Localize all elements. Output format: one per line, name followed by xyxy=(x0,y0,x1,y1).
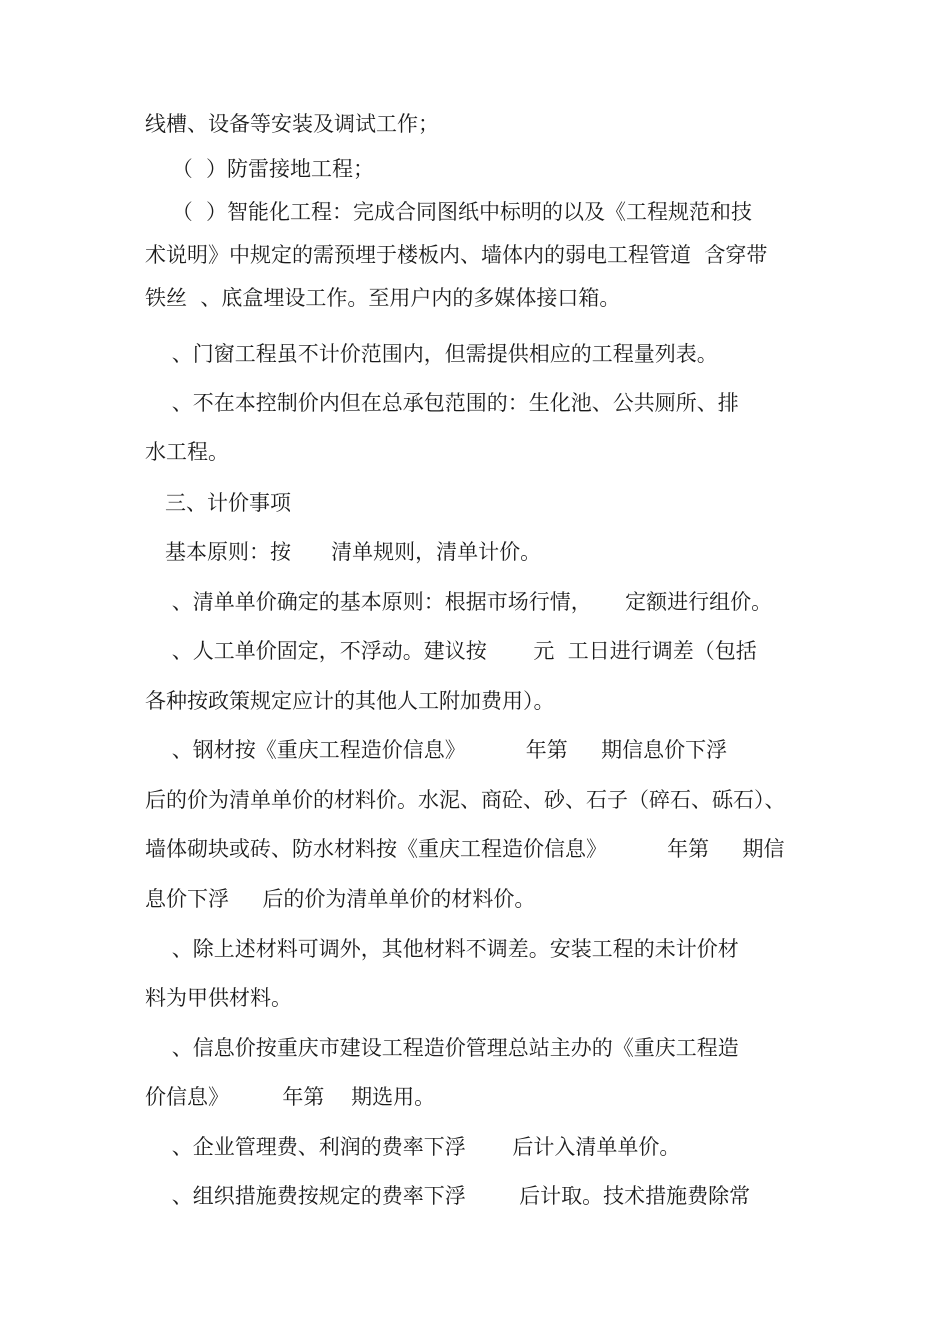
text-line-3: （ ）智能化工程：完成合同图纸中标明的以及《工程规范和技 xyxy=(145,200,753,224)
text-line-22: 、企业管理费、利润的费率下浮 后计入清单单价。 xyxy=(145,1135,681,1159)
text-line-7: 、不在本控制价内但在总承包范围的：生化池、公共厕所、排 xyxy=(145,391,739,415)
text-line-13: 各种按政策规定应计的其他人工附加费用）。 xyxy=(145,689,555,713)
section-heading-pricing: 三、计价事项 xyxy=(145,491,292,515)
text-line-8: 水工程。 xyxy=(145,440,229,464)
text-line-16: 墙体砌块或砖、防水材料按《重庆工程造价信息》 年第 期信 xyxy=(145,837,785,861)
text-line-5: 铁丝 、底盒埋设工作。至用户内的多媒体接口箱。 xyxy=(145,286,621,310)
text-line-11: 、清单单价确定的基本原则：根据市场行情， 定额进行组价。 xyxy=(145,590,773,614)
text-line-4: 术说明》中规定的需预埋于楼板内、墙体内的弱电工程管道 含穿带 xyxy=(145,243,768,267)
text-line-18: 、除上述材料可调外，其他材料不调差。安装工程的未计价材 xyxy=(145,937,739,961)
text-line-6: 、门窗工程虽不计价范围内，但需提供相应的工程量列表。 xyxy=(145,342,718,366)
text-line-17: 息价下浮 后的价为清单单价的材料价。 xyxy=(145,887,536,911)
text-line-21: 价信息》 年第 期选用。 xyxy=(145,1085,436,1109)
text-line-14: 、钢材按《重庆工程造价信息》 年第 期信息价下浮 xyxy=(145,738,728,762)
text-line-1: 线槽、设备等安装及调试工作； xyxy=(145,112,439,136)
text-line-23: 、组织措施费按规定的费率下浮 后计取。技术措施费除常 xyxy=(145,1184,751,1208)
text-line-10: 基本原则：按 清单规则，清单计价。 xyxy=(145,540,542,564)
text-line-20: 、信息价按重庆市建设工程造价管理总站主办的《重庆工程造 xyxy=(145,1036,739,1060)
text-line-19: 料为甲供材料。 xyxy=(145,986,292,1010)
text-line-15: 后的价为清单单价的材料价。水泥、商砼、砂、石子（碎石、砾石）、 xyxy=(145,788,786,812)
text-line-12: 、人工单价固定，不浮动。建议按 元 工日进行调差（包括 xyxy=(145,639,757,663)
text-line-2: （ ）防雷接地工程； xyxy=(145,157,375,181)
